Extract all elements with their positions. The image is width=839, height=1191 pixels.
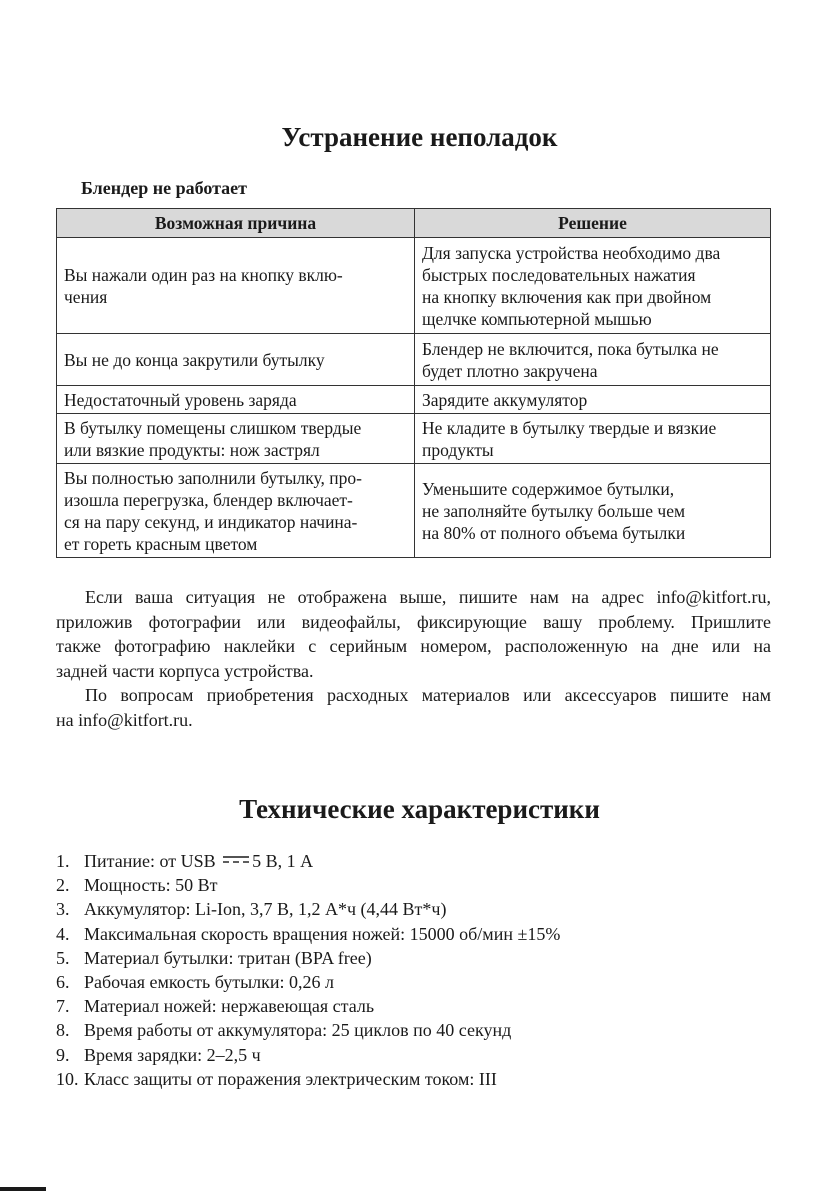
spec-item xyxy=(56,897,560,921)
spec-text-part: 5 В, 1 А xyxy=(252,851,314,871)
cause-cell xyxy=(57,414,415,464)
spec-item xyxy=(56,946,560,970)
solution-line: продукты xyxy=(422,439,494,460)
spec-text: Время зарядки: 2–2,5 ч xyxy=(84,1044,261,1065)
spec-text xyxy=(84,849,313,873)
column-header-solution: Решение xyxy=(415,209,771,238)
spec-number: 5. xyxy=(56,947,70,968)
spec-number: 9. xyxy=(56,1044,70,1065)
table-row xyxy=(57,386,771,414)
troubleshooting-table xyxy=(56,208,771,558)
spec-item xyxy=(56,849,560,873)
spec-item xyxy=(56,873,560,897)
cause-line: В бутылку помещены слишком твердые xyxy=(64,417,362,438)
solution-line: Зарядите аккумулятор xyxy=(422,389,588,410)
cause-cell xyxy=(57,464,415,558)
spec-text: Аккумулятор: Li-Ion, 3,7 В, 1,2 А*ч (4,44 Вт*ч) xyxy=(84,899,447,920)
solution-line: не заполняйте бутылку больше чем xyxy=(422,500,686,521)
table-row xyxy=(57,238,771,334)
cause-line: или вязкие продукты: нож застрял xyxy=(64,439,320,460)
spec-number: 7. xyxy=(56,996,70,1017)
contact-paragraph xyxy=(56,585,771,683)
solution-line: Не кладите в бутылку твердые и вязкие xyxy=(422,417,717,438)
paragraph-line: приложив фотографии или видеофайлы, фиксирующие вашу проблему. Пришлите xyxy=(56,611,771,632)
spec-item xyxy=(56,1067,560,1091)
cause-line: Вы нажали один раз на кнопку вклю- xyxy=(64,264,343,285)
cause-line: изошла перегрузка, блендер включает- xyxy=(64,489,353,510)
paragraph-line-text: Если ваша ситуация не отображена выше, пишите нам на адрес info@kitfort.ru, xyxy=(85,587,771,607)
cause-line: чения xyxy=(64,286,108,307)
troubleshooting-subtitle: Блендер не работает xyxy=(81,178,248,198)
cause-line: Вы полностью заполнили бутылку, про- xyxy=(64,467,362,488)
solution-cell xyxy=(415,464,771,558)
paragraph-line: на info@kitfort.ru. xyxy=(56,709,193,730)
spec-text: Время работы от аккумулятора: 25 циклов по 40 секунд xyxy=(84,1020,512,1041)
cause-cell xyxy=(57,334,415,386)
cause-cell xyxy=(57,238,415,334)
spec-number: 6. xyxy=(56,972,70,993)
solution-line: на 80% от полного объема бутылки xyxy=(422,522,686,543)
spec-item xyxy=(56,922,560,946)
paragraph-line: также фотографию наклейки с серийным номером, расположенную на дне или на xyxy=(56,636,771,656)
spec-item xyxy=(56,970,560,994)
direct-current-icon xyxy=(222,855,250,865)
paragraph-line xyxy=(56,683,771,708)
paragraph-line-text: По вопросам приобретения расходных материалов или аксессуаров пишите нам xyxy=(85,685,771,705)
spec-number: 4. xyxy=(56,923,70,944)
spec-text: Класс защиты от поражения электрическим током: III xyxy=(84,1068,497,1089)
table-row xyxy=(57,334,771,386)
cause-line: ет гореть красным цветом xyxy=(64,533,258,554)
paragraph-line xyxy=(56,585,771,610)
spec-item xyxy=(56,1043,560,1067)
column-header-cause: Возможная причина xyxy=(57,209,415,238)
solution-line: будет плотно закручена xyxy=(422,360,598,381)
solution-line: быстрых последовательных нажатия xyxy=(422,264,696,285)
solution-line: Уменьшите содержимое бутылки, xyxy=(422,478,675,499)
solution-line: Блендер не включится, пока бутылка не xyxy=(422,338,719,359)
spec-number: 10. xyxy=(56,1068,79,1089)
spec-item xyxy=(56,1018,560,1042)
cause-line: Вы не до конца закрутили бутылку xyxy=(64,349,325,370)
accessories-paragraph xyxy=(56,683,771,732)
spec-number: 8. xyxy=(56,1020,70,1041)
spec-number: 2. xyxy=(56,875,70,896)
solution-cell xyxy=(415,414,771,464)
solution-cell xyxy=(415,386,771,414)
solution-line: щелчке компьютерной мышью xyxy=(422,308,652,329)
cause-line: Недостаточный уровень заряда xyxy=(64,389,297,410)
table-row xyxy=(57,414,771,464)
solution-cell xyxy=(415,238,771,334)
cause-cell xyxy=(57,386,415,414)
solution-line: Для запуска устройства необходимо два xyxy=(422,242,721,263)
spec-text-part: Питание: от USB xyxy=(84,851,216,871)
table-header-row xyxy=(57,209,771,238)
solution-cell xyxy=(415,334,771,386)
spec-number: 3. xyxy=(56,899,70,920)
troubleshooting-title: Устранение неполадок xyxy=(281,122,558,152)
specs-list xyxy=(56,849,560,1091)
spec-number: 1. xyxy=(56,851,70,871)
spec-item xyxy=(56,994,560,1018)
paragraph-line: задней части корпуса устройства. xyxy=(56,660,314,681)
spec-text: Материал ножей: нержавеющая сталь xyxy=(84,996,375,1017)
spec-text: Рабочая емкость бутылки: 0,26 л xyxy=(84,972,335,993)
table-row xyxy=(57,464,771,558)
solution-line: на кнопку включения как при двойном xyxy=(422,286,712,307)
spec-text: Материал бутылки: тритан (BPA free) xyxy=(84,947,372,968)
page-footer-bar xyxy=(0,1187,46,1191)
spec-text: Максимальная скорость вращения ножей: 15000 об/мин ±15% xyxy=(84,923,561,944)
spec-text: Мощность: 50 Вт xyxy=(84,875,218,896)
cause-line: ся на пару секунд, и индикатор начина- xyxy=(64,511,358,532)
specs-title: Технические характеристики xyxy=(239,794,600,824)
